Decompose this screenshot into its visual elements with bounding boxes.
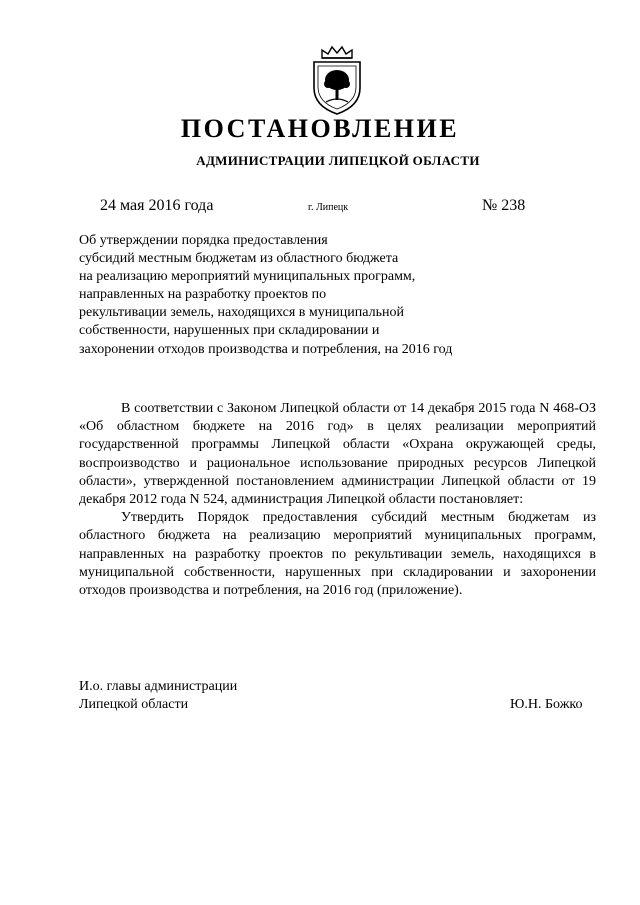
body-paragraph-preamble: В соответствии с Законом Липецкой области от 14 декабря 2015 года N 468-ОЗ «Об областном бюджете на 2016 год» в целях реализации мероприятий государственной программы Липецкой области «Охрана окружающей среды, воспроизводство и рациональное использование природных ресурсов Липецкой области», утвержденной постановлением администрации Липецкой области от 19 декабря 2012 года N 524, администрация Липецкой области постановляет:	[79, 401, 596, 508]
body-paragraph-resolution: Утвердить Порядок предоставления субсидий местным бюджетам из областного бюджета на реализацию мероприятий муниципальных программ, направленных на разработку проектов по рекультивации земель, находящихся в муниципальной собственности, нарушенных при складировании и захоронении отходов производства и потребления, на 2016 год (приложение).	[79, 510, 596, 599]
document-date: 24 мая 2016 года	[100, 197, 214, 214]
subject-line: рекультивации земель, находящихся в муниципальной	[79, 305, 404, 321]
subject-line: собственности, нарушенных при складировании и	[79, 323, 380, 339]
subject-line: захоронении отходов производства и потребления, на 2016 год	[79, 341, 453, 357]
document-number: № 238	[482, 197, 526, 214]
signatory-position-line: Липецкой области	[79, 697, 189, 712]
document-body	[79, 400, 596, 600]
lipetsk-coat-of-arms-icon	[308, 44, 366, 116]
signatory-position	[79, 678, 237, 714]
subject-line: направленных на разработку проектов по	[79, 287, 327, 303]
document-city: г. Липецк	[308, 202, 349, 213]
document-subject	[79, 232, 499, 359]
subject-line: Об утверждении порядка предоставления	[79, 233, 328, 248]
subject-line: субсидий местным бюджетам из областного бюджета	[79, 251, 399, 267]
document-title: ПОСТАНОВЛЕНИЕ	[180, 114, 460, 143]
signatory-name: Ю.Н. Божко	[510, 697, 583, 712]
signatory-position-line: И.о. главы администрации	[79, 679, 238, 694]
document-subtitle: АДМИНИСТРАЦИИ ЛИПЕЦКОЙ ОБЛАСТИ	[196, 153, 480, 168]
subject-line: на реализацию мероприятий муниципальных программ,	[79, 269, 416, 285]
